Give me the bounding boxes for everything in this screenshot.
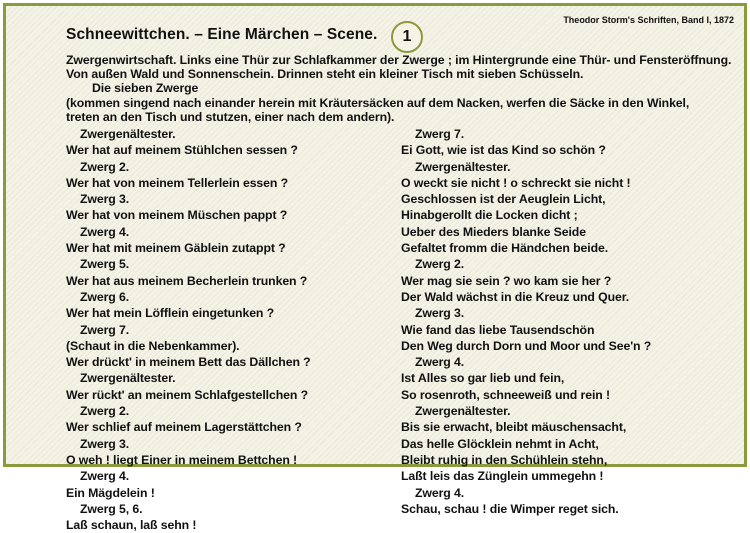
speaker-name: Zwerg 4. — [415, 485, 465, 500]
verse-line: Ist Alles so gar lieb und fein, — [401, 371, 565, 386]
speaker-name: Zwerg 5, 6. — [80, 501, 143, 516]
dialogue-column-left — [66, 126, 386, 533]
speaker-name: Zwerg 2. — [80, 159, 130, 174]
verse-line: Wer hat aus meinem Becherlein trunken ? — [66, 273, 308, 288]
page-number-badge: 1 — [391, 21, 423, 53]
intro-line: Von außen Wald und Sonnenschein. Drinnen steht ein kleiner Tisch mit sieben Schüsseln. — [66, 67, 584, 82]
page-title: Schneewittchen. – Eine Märchen – Scene. — [66, 26, 378, 43]
speaker-name: Zwerg 5. — [80, 257, 130, 272]
speaker-name: Zwerg 3. — [80, 436, 130, 451]
verse-line: Ei Gott, wie ist das Kind so schön ? — [401, 143, 606, 158]
speaker-name: Zwergenältester. — [415, 159, 511, 174]
verse-line: Wer rückt' an meinem Schlafgestellchen ? — [66, 387, 308, 402]
intro-line: Die sieben Zwerge — [92, 81, 199, 96]
speaker-name: Zwerg 4. — [415, 355, 465, 370]
verse-line: Wie fand das liebe Tausendschön — [401, 322, 595, 337]
verse-line: Laßt leis das Zünglein ummegehn ! — [401, 469, 604, 484]
verse-line: Geschlossen ist der Aeuglein Licht, — [401, 192, 606, 207]
speaker-name: Zwerg 3. — [415, 306, 465, 321]
verse-line: Bleibt ruhig in den Schühlein stehn, — [401, 452, 608, 467]
verse-line: Wer hat von meinem Müschen pappt ? — [66, 208, 288, 223]
speaker-name: Zwergenältester. — [80, 127, 176, 141]
verse-line: Wer hat auf meinem Stühlchen sessen ? — [66, 143, 298, 158]
verse-line: Schau, schau ! die Wimper reget sich. — [401, 501, 619, 516]
verse-line: Wer schlief auf meinem Lagerstättchen ? — [66, 420, 302, 435]
verse-line: Den Weg durch Dorn und Moor und See'n ? — [401, 338, 652, 353]
verse-line: Wer mag sie sein ? wo kam sie her ? — [401, 273, 612, 288]
speaker-name: Zwergenältester. — [415, 404, 511, 419]
verse-line: Wer drückt' in meinem Bett das Dällchen ? — [66, 355, 311, 370]
stage-directions — [66, 53, 736, 124]
speaker-name: Zwerg 4. — [80, 469, 130, 484]
speaker-name: Zwerg 2. — [415, 257, 465, 272]
speaker-name: Zwerg 2. — [80, 404, 130, 419]
document-card — [3, 3, 747, 533]
intro-line: Zwergenwirtschaft. Links eine Thür zur Schlafkammer der Zwerge ; im Hintergrunde eine Thür- und Fensteröffnung. — [66, 53, 732, 67]
verse-line: O weckt sie nicht ! o schreckt sie nicht ! — [401, 175, 631, 190]
speaker-name: Zwergenältester. — [80, 371, 176, 386]
verse-line: Der Wald wächst in die Kreuz und Quer. — [401, 289, 630, 304]
verse-line: Wer hat mit meinem Gäblein zutappt ? — [66, 241, 286, 256]
source-citation: Theodor Storm's Schriften, Band I, 1872 — [563, 15, 734, 25]
verse-line: Bis sie erwacht, bleibt mäuschensacht, — [401, 420, 627, 435]
verse-line: Wer hat von meinem Tellerlein essen ? — [66, 175, 289, 190]
speaker-name: Zwerg 7. — [415, 127, 465, 141]
speaker-name: Zwerg 7. — [80, 322, 130, 337]
speaker-name: Zwerg 3. — [80, 192, 130, 207]
dialogue-column-right — [401, 126, 721, 517]
verse-line: Laß schaun, laß sehn ! — [66, 518, 197, 533]
verse-line: Ein Mägdelein ! — [66, 485, 155, 500]
verse-line: O weh ! liegt Einer in meinem Bettchen ! — [66, 452, 298, 467]
intro-line: treten an den Tisch und stutzen, einer nach dem andern). — [66, 109, 395, 124]
verse-line: So rosenroth, schneeweiß und rein ! — [401, 387, 610, 402]
verse-line: Wer hat mein Löfflein eingetunken ? — [66, 306, 275, 321]
verse-line: Das helle Glöcklein nehmt in Acht, — [401, 436, 599, 451]
speaker-name: Zwerg 6. — [80, 289, 130, 304]
verse-line: Ueber des Mieders blanke Seide — [401, 224, 586, 239]
speaker-name: Zwerg 4. — [80, 224, 130, 239]
verse-line: Hinabgerollt die Locken dicht ; — [401, 208, 578, 223]
intro-line: (kommen singend nach einander herein mit Kräutersäcken auf dem Nacken, werfen die Säcke in den Winkel, — [66, 95, 690, 110]
verse-line: Gefaltet fromm die Händchen beide. — [401, 241, 609, 256]
stage-direction-line: (Schaut in die Nebenkammer). — [66, 338, 240, 353]
